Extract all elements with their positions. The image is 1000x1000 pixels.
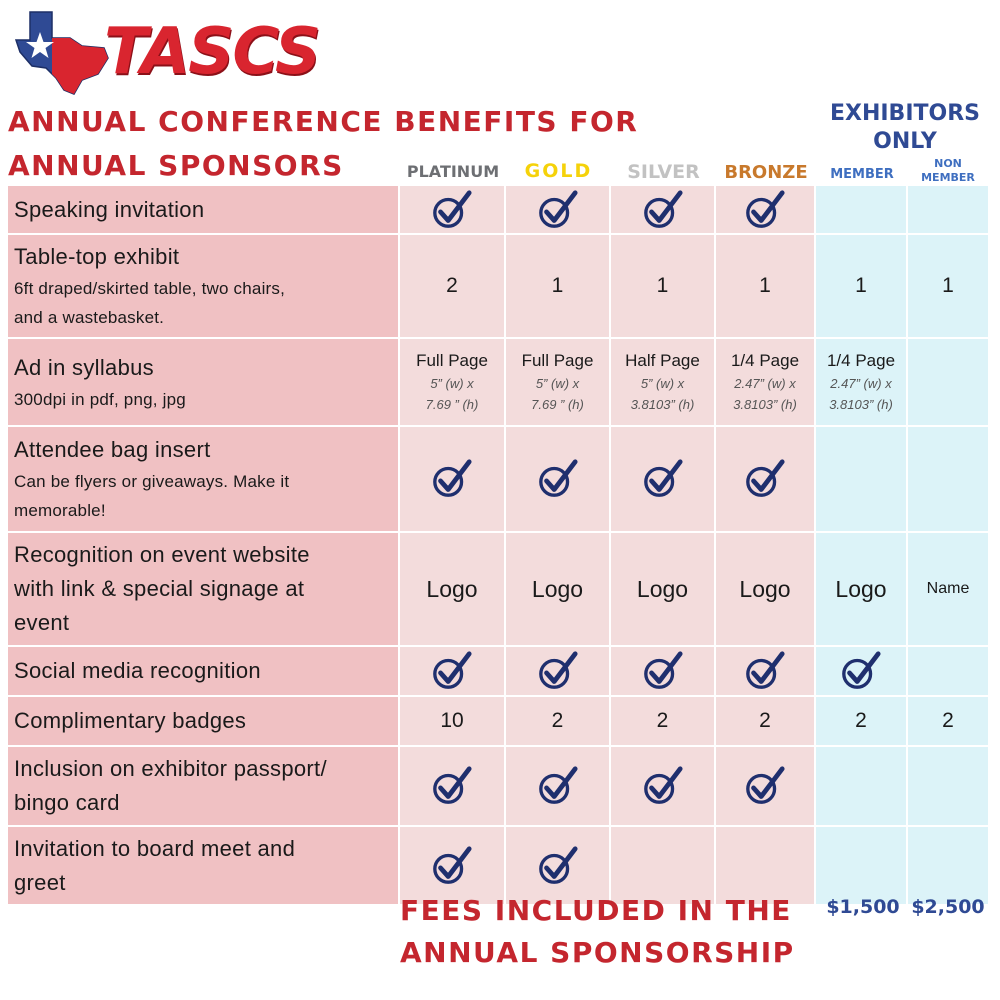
cell-bronze-ad xyxy=(716,339,816,425)
cell-value: Logo xyxy=(531,575,584,602)
cell-non-member xyxy=(908,647,988,695)
row-label-text: Complimentary badges xyxy=(14,708,247,733)
row-label-text: Speaking invitation xyxy=(14,196,205,222)
row-label xyxy=(8,747,400,825)
row-sub-text-1: 6ft draped/skirted table, two chairs, xyxy=(14,279,286,298)
cell-value: 2 xyxy=(855,709,867,732)
row-sub-text-1: Can be flyers or giveaways. Make it xyxy=(14,472,290,491)
fees-line-2: ANNUAL SPONSORSHIP xyxy=(400,936,795,969)
column-header-platinum: PLATINUM xyxy=(406,162,500,181)
checkmark-icon xyxy=(642,189,684,231)
column-header-non-member xyxy=(908,157,988,185)
column-header-member: MEMBER xyxy=(830,167,894,182)
cell-value: 2 xyxy=(656,709,669,732)
cell-silver xyxy=(611,697,716,745)
cell-value: 1 xyxy=(942,274,954,297)
cell-non-member xyxy=(908,697,988,745)
checkmark-icon xyxy=(537,845,579,887)
cell-silver xyxy=(611,235,716,337)
cell-value: 10 xyxy=(440,709,464,732)
checkmark-icon xyxy=(537,458,579,500)
cell-non-member xyxy=(908,747,988,825)
checkmark-icon xyxy=(431,189,473,231)
cell-bronze xyxy=(716,235,816,337)
cell-member xyxy=(816,697,908,745)
cell-value: 1 xyxy=(855,274,867,297)
checkmark-icon xyxy=(642,458,684,500)
row-label xyxy=(8,697,400,745)
cell-value: Logo xyxy=(739,575,791,602)
ad-size: Full Page xyxy=(416,351,488,370)
cell-gold xyxy=(506,235,611,337)
checkmark-icon xyxy=(744,765,786,807)
row-label-text-3: event xyxy=(14,610,70,635)
cell-value: 1 xyxy=(656,274,669,297)
row-label-text: Attendee bag insert xyxy=(14,437,211,462)
checkmark-icon xyxy=(431,845,473,887)
exhibitors-line-2: ONLY xyxy=(873,129,937,154)
non-member-price: $2,500 xyxy=(911,896,985,918)
cell-silver xyxy=(611,427,716,531)
cell-platinum xyxy=(400,747,506,825)
cell-bronze xyxy=(716,427,816,531)
checkmark-icon xyxy=(840,650,882,692)
cell-member xyxy=(816,427,908,531)
row-label-text: Table-top exhibit xyxy=(14,244,180,269)
checkmark-icon xyxy=(744,189,786,231)
ad-size: Full Page xyxy=(521,351,594,370)
table-row-table-top-exhibit xyxy=(8,235,988,339)
row-sub-text-2: memorable! xyxy=(14,501,106,520)
checkmark-icon xyxy=(537,189,579,231)
cell-platinum xyxy=(400,697,506,745)
cell-value: Logo xyxy=(426,575,478,602)
exhibitors-line-1: EXHIBITORS xyxy=(829,101,981,126)
cell-member-ad xyxy=(816,339,908,425)
cell-value: 1 xyxy=(759,274,771,297)
fees-line-1: FEES INCLUDED IN THE xyxy=(400,894,792,927)
table-row-attendee-bag-insert xyxy=(8,427,988,533)
cell-member xyxy=(816,747,908,825)
cell-silver xyxy=(611,747,716,825)
cell-gold xyxy=(506,747,611,825)
ad-width: 2.47” (w) x xyxy=(830,376,892,391)
cell-gold xyxy=(506,186,611,233)
row-label-text-2: bingo card xyxy=(14,790,120,815)
checkmark-icon xyxy=(744,458,786,500)
row-label xyxy=(8,827,400,904)
cell-non-member xyxy=(908,827,988,904)
cell-value: 1 xyxy=(551,274,564,297)
checkmark-icon xyxy=(642,650,684,692)
ad-height: 3.8103” (h) xyxy=(829,397,893,412)
row-label xyxy=(8,186,400,233)
cell-silver xyxy=(611,647,716,695)
texas-flag-icon xyxy=(12,8,112,98)
table-row-social-media xyxy=(8,647,988,697)
ad-size: 1/4 Page xyxy=(826,351,896,370)
ad-height: 3.8103” (h) xyxy=(630,397,695,412)
cell-value: 2 xyxy=(942,709,954,732)
cell-gold xyxy=(506,533,611,645)
cell-value: 2 xyxy=(446,274,458,297)
cell-bronze xyxy=(716,533,816,645)
cell-value: Logo xyxy=(835,575,887,602)
ad-width: 5” (w) x xyxy=(640,376,685,391)
member-price: $1,500 xyxy=(826,896,900,918)
table-row-recognition xyxy=(8,533,988,647)
cell-bronze xyxy=(716,647,816,695)
ad-height: 7.69 ” (h) xyxy=(425,397,479,412)
row-label-text-1: Inclusion on exhibitor passport/ xyxy=(14,756,327,781)
table-row-complimentary-badges xyxy=(8,697,988,747)
table-row-speaking-invitation xyxy=(8,186,988,235)
cell-non-member xyxy=(908,533,988,645)
row-label xyxy=(8,427,400,531)
cell-gold xyxy=(506,427,611,531)
heading-line-2: ANNUAL SPONSORS xyxy=(8,149,344,182)
row-label-text-2: with link & special signage at xyxy=(14,576,305,601)
cell-silver-ad xyxy=(611,339,716,425)
row-label-text-2: greet xyxy=(14,869,66,895)
cell-member xyxy=(816,827,908,904)
tascs-logo xyxy=(12,8,322,100)
heading-line-1: ANNUAL CONFERENCE BENEFITS FOR xyxy=(8,105,639,138)
cell-platinum xyxy=(400,533,506,645)
cell-value: Name xyxy=(926,580,970,597)
row-label-text-1: Recognition on event website xyxy=(14,542,310,567)
ad-size: 1/4 Page xyxy=(730,351,800,370)
checkmark-icon xyxy=(431,765,473,807)
cell-platinum-ad xyxy=(400,339,506,425)
cell-platinum xyxy=(400,235,506,337)
cell-non-member xyxy=(908,427,988,531)
cell-gold xyxy=(506,697,611,745)
row-label xyxy=(8,647,400,695)
row-label xyxy=(8,339,400,425)
row-sub-text-2: and a wastebasket. xyxy=(14,308,165,327)
ad-width: 5” (w) x xyxy=(430,376,474,391)
cell-member xyxy=(816,647,908,695)
cell-value: 2 xyxy=(551,709,564,732)
ad-width: 2.47” (w) x xyxy=(734,376,796,391)
benefits-table xyxy=(8,186,988,904)
cell-member xyxy=(816,186,908,233)
table-row-exhibitor-passport xyxy=(8,747,988,827)
cell-silver xyxy=(611,186,716,233)
logo-text: TASCS xyxy=(104,15,320,89)
cell-platinum xyxy=(400,186,506,233)
ad-height: 7.69 ” (h) xyxy=(531,397,584,412)
non-member-line-1: NON xyxy=(934,157,962,170)
cell-member xyxy=(816,235,908,337)
exhibitors-only-heading xyxy=(812,100,998,156)
row-label-text: Social media recognition xyxy=(14,658,261,683)
cell-bronze xyxy=(716,747,816,825)
row-sub-text-1: 300dpi in pdf, png, jpg xyxy=(14,389,186,409)
column-header-silver: SILVER xyxy=(627,161,700,183)
fees-note xyxy=(400,890,820,974)
checkmark-icon xyxy=(431,650,473,692)
checkmark-icon xyxy=(537,650,579,692)
cell-value: 2 xyxy=(759,709,771,732)
cell-non-member xyxy=(908,339,988,425)
cell-platinum xyxy=(400,647,506,695)
row-label xyxy=(8,533,400,645)
column-header-bronze: BRONZE xyxy=(724,162,808,183)
cell-silver xyxy=(611,533,716,645)
row-label xyxy=(8,235,400,337)
cell-gold-ad xyxy=(506,339,611,425)
checkmark-icon xyxy=(537,765,579,807)
table-row-ad-in-syllabus xyxy=(8,339,988,427)
cell-platinum xyxy=(400,427,506,531)
cell-gold xyxy=(506,647,611,695)
checkmark-icon xyxy=(642,765,684,807)
column-header-gold: GOLD xyxy=(524,160,593,182)
cell-member xyxy=(816,533,908,645)
checkmark-icon xyxy=(431,458,473,500)
cell-non-member xyxy=(908,235,988,337)
cell-bronze xyxy=(716,697,816,745)
row-label-text-1: Invitation to board meet and xyxy=(14,835,296,861)
row-label-text: Ad in syllabus xyxy=(14,354,154,380)
ad-size: Half Page xyxy=(625,351,700,370)
ad-width: 5” (w) x xyxy=(535,376,580,391)
checkmark-icon xyxy=(744,650,786,692)
non-member-line-2: MEMBER xyxy=(921,171,975,184)
cell-bronze xyxy=(716,186,816,233)
ad-height: 3.8103” (h) xyxy=(733,397,797,412)
cell-non-member xyxy=(908,186,988,233)
cell-value: Logo xyxy=(636,575,689,602)
